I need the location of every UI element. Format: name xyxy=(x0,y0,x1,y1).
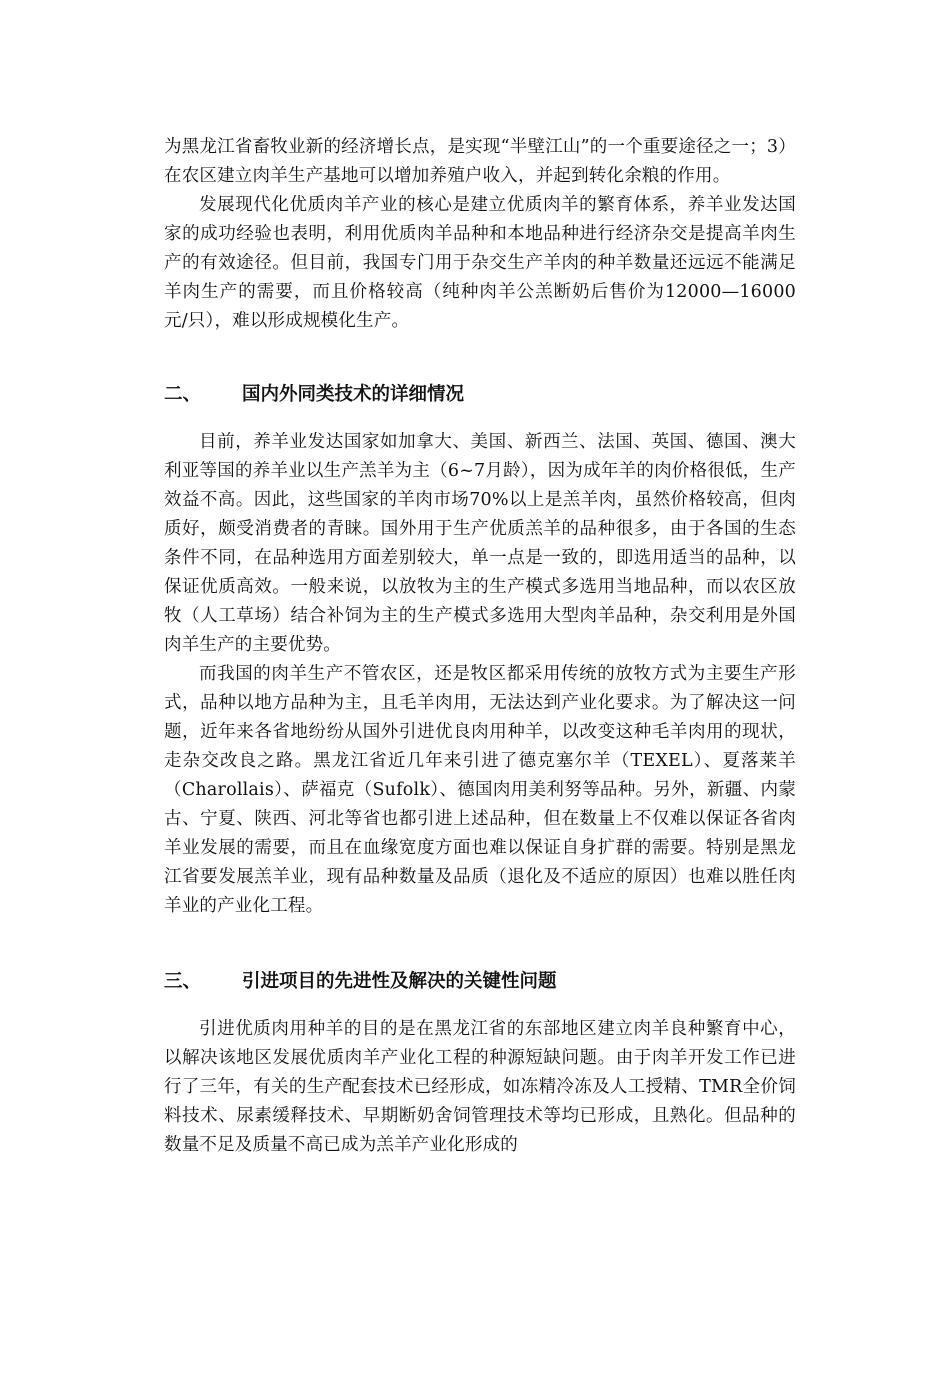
paragraph-continuation: 为黑龙江省畜牧业新的经济增长点，是实现“半壁江山”的一个重要途径之一；3）在农区建立肉羊生产基地可以增加养殖户收入，并起到转化余粮的作用。 xyxy=(164,137,796,186)
section-title: 引进项目的先进性及解决的关键性问题 xyxy=(242,971,557,992)
paragraph-foreign-status: 目前，养羊业发达国家如加拿大、美国、新西兰、法国、英国、德国、澳大利亚等国的养羊业以生产羔羊为主（6~7月龄），因为成年羊的肉价格很低，生产效益不高。因此，这些国家的羊肉市场70%以上是羔羊肉，虽然价格较高，但肉质好，颇受消费者的青睐。国外用于生产优质羔羊的品种很多，由于各国的生态条件不同，在品种选用方面差别较大，单一点是一致的，即选用适当的品种，以保证优质高效。一般来说，以放牧为主的生产模式多选用当地品种，而以农区放牧（人工草场）结合补饲为主的生产模式多选用大型肉羊品种，杂交利用是外国肉羊生产的主要优势。 xyxy=(164,432,796,655)
section-heading-3 xyxy=(164,967,796,997)
section-number: 二、 xyxy=(164,384,202,405)
document-page xyxy=(164,133,796,1160)
section-title: 国内外同类技术的详细情况 xyxy=(242,384,465,405)
section-number: 三、 xyxy=(164,971,202,992)
paragraph-domestic-status: 而我国的肉羊生产不管农区，还是牧区都采用传统的放牧方式为主要生产形式，品种以地方品种为主，且毛羊肉用，无法达到产业化要求。为了解决这一问题，近年来各省地纷纷从国外引进优良肉用种羊，以改变这种毛羊肉用的现状，走杂交改良之路。黑龙江省近几年来引进了德克塞尔羊（TEXEL）、夏落莱羊（Charollais）、萨福克（Sufolk）、德国肉用美利努等品种。另外，新疆、内蒙古、宁夏、陕西、河北等省也都引进上述品种，但在数量上不仅难以保证各省肉羊业发展的需要，而且在血缘宽度方面也难以保证自身扩群的需要。特别是黑龙江省要发展羔羊业，现有品种数量及品质（退化及不适应的原因）也难以胜任肉羊业的产业化工程。 xyxy=(164,664,796,916)
paragraph-core-breeding: 发展现代化优质肉羊产业的核心是建立优质肉羊的繁育体系，养羊业发达国家的成功经验也表明，利用优质肉羊品种和本地品种进行经济杂交是提高羊肉生产的有效途径。但目前，我国专门用于杂交生产羊肉的种羊数量还远远不能满足羊肉生产的需要，而且价格较高（纯种肉羊公羔断奶后售价为12000—16000元/只），难以形成规模化生产。 xyxy=(164,195,796,331)
section-heading-2 xyxy=(164,380,796,410)
paragraph-project-purpose: 引进优质肉用种羊的目的是在黑龙江省的东部地区建立肉羊良种繁育中心，以解决该地区发展优质肉羊产业化工程的种源短缺问题。由于肉羊开发工作已进行了三年，有关的生产配套技术已经形成，如冻精冷冻及人工授精、TMR全价饲料技术、尿素缓释技术、早期断奶舍饲管理技术等均已形成，且熟化。但品种的数量不足及质量不高已成为羔羊产业化形成的 xyxy=(164,1019,796,1155)
